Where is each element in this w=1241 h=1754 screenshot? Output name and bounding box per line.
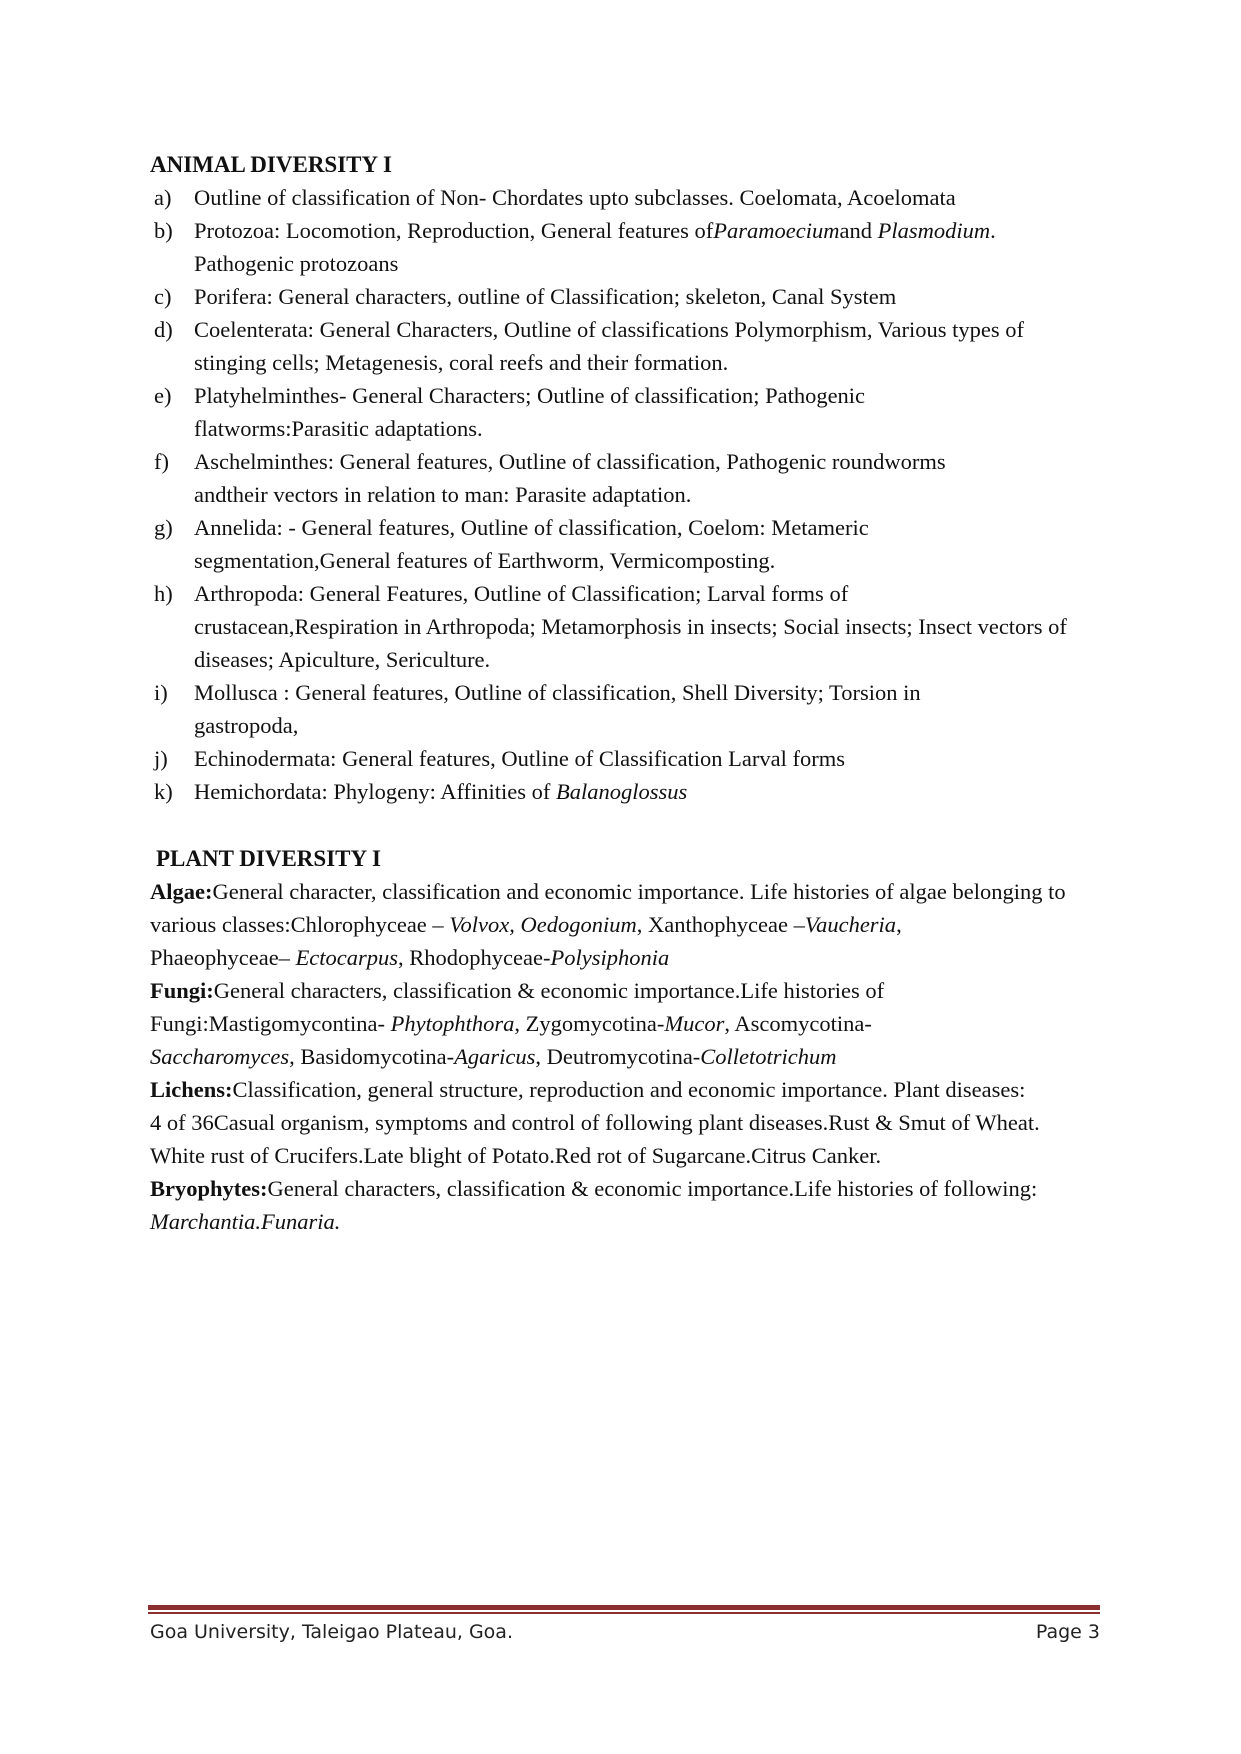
italic-term: Colletotrichum <box>700 1044 837 1069</box>
list-item <box>150 775 1100 808</box>
text-run: , Xanthophyceae – <box>636 912 805 937</box>
text-run: , Rhodophyceae- <box>398 945 551 970</box>
list-marker: d) <box>154 317 173 342</box>
list-item <box>150 742 1100 775</box>
italic-term: Ectocarpus <box>295 945 399 970</box>
text-run: Phaeophyceae– <box>150 945 296 970</box>
italic-term: Phytophthora <box>390 1011 515 1036</box>
list-item-text <box>194 746 845 771</box>
text-run: Arthropoda: General Features, Outline of Classification; Larval forms of <box>194 581 849 606</box>
list-marker: f) <box>154 449 169 474</box>
text-run: Mollusca : General features, Outline of classification, Shell Diversity; Torsion in <box>194 680 921 705</box>
list-marker: h) <box>154 581 173 606</box>
list-marker: b) <box>154 218 173 243</box>
list-marker: i) <box>154 680 168 705</box>
plant-paragraph <box>150 1073 1100 1106</box>
footer-institution: Goa University, Taleigao Plateau, Goa. <box>150 1621 513 1643</box>
paragraph-heading: Algae: <box>150 879 213 904</box>
list-item <box>150 181 1100 214</box>
animal-diversity-title: ANIMAL DIVERSITY I <box>150 152 392 177</box>
text-run: , Deutromycotina- <box>535 1044 701 1069</box>
text-run: Protozoa: Locomotion, Reproduction, General features of <box>194 218 714 243</box>
text-run: White rust of Crucifers.Late blight of Potato.Red rot of Sugarcane.Citrus Canker. <box>150 1143 882 1168</box>
text-run: andtheir vectors in relation to man: Parasite adaptation. <box>194 482 692 507</box>
text-run: Coelenterata: General Characters, Outline of classifications Polymorphism, Various types of stinging cells; Metagenesis, coral reefs and their formation. <box>194 317 1024 375</box>
list-marker: j) <box>154 746 168 771</box>
text-run: Porifera: General characters, outline of Classification; skeleton, Canal System <box>194 284 897 309</box>
list-item-text <box>194 185 956 210</box>
text-run: Outline of classification of Non- Chordates upto subclasses. Coelomata, Acoelomata <box>194 185 956 210</box>
plant-paragraph <box>150 974 1100 1073</box>
paragraph-heading: Bryophytes: <box>150 1176 268 1201</box>
plant-diversity-body <box>150 875 1100 1238</box>
text-run: . Pathogenic protozoans <box>194 218 996 276</box>
italic-term: Polysiphonia <box>550 945 670 970</box>
list-item-text <box>194 284 896 309</box>
text-run: Echinodermata: General features, Outline of Classification Larval forms <box>194 746 846 771</box>
italic-term: Vaucheria <box>804 912 897 937</box>
text-run: , Ascomycotina- <box>724 1011 872 1036</box>
list-item <box>150 313 1100 379</box>
italic-term: Volvox, Oedogonium <box>449 912 637 937</box>
text-run: Aschelminthes: General features, Outline of classification, Pathogenic roundworms <box>194 449 946 474</box>
plant-paragraph <box>150 875 1100 908</box>
text-run: General characters, classification & economic importance.Life histories of following: <box>267 1176 1038 1201</box>
italic-term: Paramoecium <box>713 218 840 243</box>
text-run: various classes:Chlorophyceae – <box>150 912 450 937</box>
text-run: Classification, general structure, reproduction and economic importance. Plant diseases: <box>232 1077 1026 1102</box>
list-item <box>150 511 1100 577</box>
list-item <box>150 445 1100 511</box>
plant-paragraph <box>150 908 1100 974</box>
italic-term: Balanoglossus <box>556 779 688 804</box>
italic-term: Saccharomyces <box>150 1044 290 1069</box>
text-run: , Zygomycotina- <box>514 1011 665 1036</box>
plant-paragraph <box>150 1139 1100 1172</box>
plant-paragraph <box>150 1106 1100 1139</box>
italic-term: Marchantia.Funaria. <box>150 1209 341 1234</box>
paragraph-heading: Fungi: <box>150 978 214 1003</box>
text-run: and <box>839 218 878 243</box>
list-item-text <box>194 680 921 738</box>
text-run: General character, classification and economic importance. Life histories of algae belonging to <box>212 879 1066 904</box>
list-marker: k) <box>154 779 173 804</box>
text-run: segmentation,General features of Earthworm, Vermicomposting. <box>194 548 776 573</box>
italic-term: Agaricus <box>454 1044 536 1069</box>
text-run: gastropoda, <box>194 713 299 738</box>
list-marker: g) <box>154 515 173 540</box>
list-item-text <box>194 317 1024 375</box>
list-marker: c) <box>154 284 172 309</box>
footer-rule-thin <box>148 1612 1100 1614</box>
text-run: Fungi:Mastigomycontina- <box>150 1011 391 1036</box>
list-item-text <box>194 218 996 276</box>
text-run: Hemichordata: Phylogeny: Affinities of <box>194 779 557 804</box>
plant-paragraph <box>150 1172 1100 1205</box>
text-run: 4 of 36Casual organism, symptoms and control of following plant diseases.Rust & Smut of Wheat. <box>150 1110 1040 1135</box>
list-item-text <box>194 449 946 507</box>
list-item <box>150 577 1100 676</box>
list-item-text <box>194 581 1067 672</box>
text-run: General characters, classification & economic importance.Life histories of <box>213 978 885 1003</box>
italic-term: Plasmodium <box>877 218 991 243</box>
list-marker: e) <box>154 383 172 408</box>
list-item <box>150 676 1100 742</box>
page-content <box>150 148 1100 1238</box>
plant-diversity-title: PLANT DIVERSITY I <box>156 846 381 871</box>
plant-paragraph <box>150 1205 1100 1238</box>
paragraph-heading: Lichens: <box>150 1077 233 1102</box>
text-run: flatworms:Parasitic adaptations. <box>194 416 483 441</box>
list-item <box>150 280 1100 313</box>
footer-rule-thick <box>148 1605 1100 1610</box>
text-run: Annelida: - General features, Outline of classification, Coelom: Metameric <box>194 515 869 540</box>
list-item-text <box>194 515 869 573</box>
footer-page-number: Page 3 <box>1035 1621 1100 1643</box>
section-spacer <box>150 808 1100 842</box>
list-item-text <box>194 779 687 804</box>
italic-term: Mucor <box>664 1011 725 1036</box>
text-run: , <box>896 912 902 937</box>
list-item <box>150 214 1100 280</box>
list-marker: a) <box>154 185 172 210</box>
list-item <box>150 379 1100 445</box>
text-run: Platyhelminthes- General Characters; Outline of classification; Pathogenic <box>194 383 866 408</box>
text-run: , Basidomycotina- <box>289 1044 455 1069</box>
animal-diversity-list <box>150 181 1100 808</box>
list-item-text <box>194 383 865 441</box>
text-run: crustacean,Respiration in Arthropoda; Metamorphosis in insects; Social insects; Insect vectors of diseases; Apiculture, Sericulture. <box>194 614 1067 672</box>
